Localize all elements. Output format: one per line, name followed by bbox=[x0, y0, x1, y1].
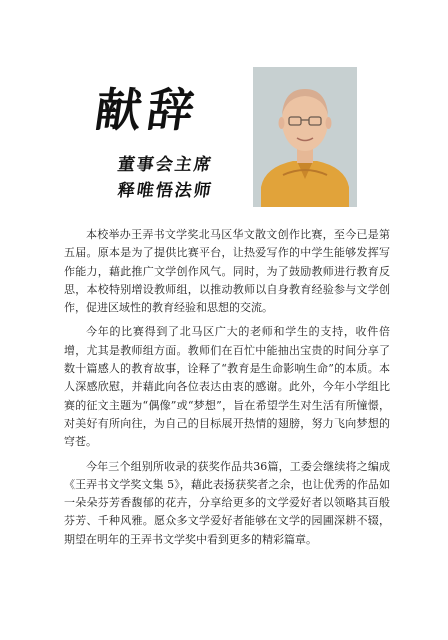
signature-name: 释唯悟法师 bbox=[116, 181, 215, 201]
paragraph-2: 今年的比赛得到了北马区广大的老师和学生的支持，收件倍增，尤其是教师组方面。教师们在百忙中能抽出宝贵的时间分享了数十篇感人的教育故事，诠释了“教育是生命影响生命”的本质。本人深感欣慰，并藉此向各位表达由衷的感谢。此外，今年小学组比赛的征文主题为“偶像”或“梦想”，旨在希望学生对生活有所憧憬，对美好有所向往，为自己的目标展开热情的翅膀，努力飞向梦想的穹苍。 bbox=[64, 325, 390, 449]
chairman-photo bbox=[253, 67, 357, 207]
signature-role: 董事会主席 bbox=[116, 155, 215, 175]
dedication-body bbox=[64, 226, 390, 549]
paragraph-3: 今年三个组别所收录的获奖作品共36篇，工委会继续将之编成《王弄书文学奖文集 5》，藉此表扬获奖者之余，也让优秀的作品如一朵朵芬芳香馥郁的花卉，分享给更多的文学爱好者以领略其百般芬芳、千种风雅。愿众多文学爱好者能够在文学的园圃深耕不辍，期望在明年的王弄书文学奖中看到更多的精彩篇章。 bbox=[64, 459, 390, 546]
portrait-image bbox=[253, 67, 357, 207]
dedication-title: 献辞 bbox=[91, 83, 204, 137]
paragraph-1: 本校举办王弄书文学奖北马区华文散文创作比赛，至今已是第五届。原本是为了提供比赛平台，让热爱写作的中学生能够发挥写作能力，藉此推广文学创作风气。同时，为了鼓励教师进行教育反思，本校特别增设教师组，以推动教师以自身教育经验参与文学创作，促进区域性的教育经验和思想的交流。 bbox=[64, 228, 390, 315]
